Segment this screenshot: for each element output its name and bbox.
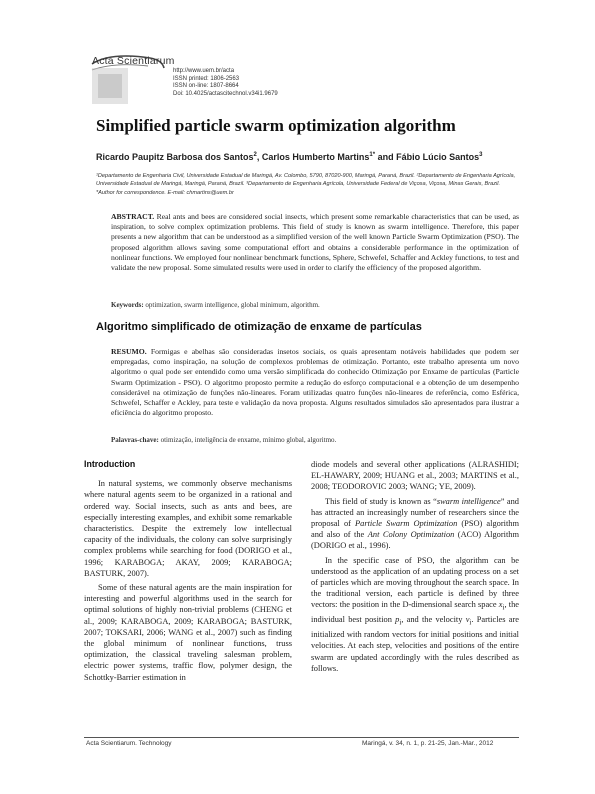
paragraph: In the specific case of PSO, the algorithm can be understood as the application of an updating process on a set of particles which are moving throughout the search space. In the traditional version, each particle is defined by three vectors: the position in the D-dimensional search space $x_i$, the individual best position $p_i$, and the velocity $v_i$. Particles are initialized with random vectors for initial positions and initial velocities. At each step, velocities and positions of the entire swarm are updated accordingly with the rules described as follows. [311, 555, 519, 673]
doi: Doi: 10.4025/actascitechnol.v34i1.9679 [173, 90, 278, 97]
section-heading-introduction: Introduction [84, 459, 136, 469]
journal-info [173, 68, 278, 98]
paragraph: diode models and several other applications (ALRASHIDI; EL-HAWARY, 2009; HUANG et al., 2003; MARTINS et al., 2008; TEODOROVIC 2003; WANG; YE, 2009). [311, 460, 519, 492]
author-name: Carlos Humberto Martins [261, 152, 370, 162]
math-sub: i [469, 618, 472, 627]
palavras-text: otimização, inteligência de enxame, mínimo global, algoritmo. [160, 436, 337, 444]
footer-journal: Acta Scientiarum. Technology [86, 740, 172, 747]
abstract-label: ABSTRACT. [111, 212, 155, 221]
math-var: v [465, 615, 470, 625]
term-emphasis: Ant Colony Optimization [367, 530, 455, 540]
math-sub: i [399, 618, 402, 627]
footer-divider [84, 737, 519, 738]
author-list [96, 152, 482, 162]
author-separator: , [256, 152, 262, 162]
abstract [111, 212, 519, 273]
term-emphasis: Particle Swarm Optimization [355, 519, 458, 529]
affiliations: ¹Departamento de Engenharia Civil, Universidade Estadual de Maringá, Av. Colombo, 5790, 87020-900, Maringá, Paraná, Brazil. ²Departamento de Engenharia Agrícola, Universidade Estadual de Maringá, Maringá, Paraná, Brazil. ³Departamento de Engenharia Agrícola, Universidade Federal de Viçosa, Viçosa, Minas Gerais, Brazil. *Author for correspondence. E-mail: chmartins@uem.br [96, 173, 516, 196]
title-portuguese: Algoritmo simplificado de otimização de enxame de partículas [96, 321, 422, 333]
left-column [84, 459, 292, 683]
author-name: Ricardo Paupitz Barbosa dos Santos [96, 152, 254, 162]
math-sub: i [502, 604, 505, 613]
paragraph: In natural systems, we commonly observe mechanisms where natural agents seem to be organized in a rational and ordered way. Social insects, such as ants and bees, are especially interesting examples, and exhibit some remarkable characteristics. Despite the extremely low intellectual capacity of the individuals, the colony can solve surprisingly complex problems while searching for food (DORIGO et al., 1996; KARABOGA; AKAY, 2009; KARABOGA; BASTURK, 2007). [84, 479, 292, 578]
issn-online: ISSN on-line: 1807-8664 [173, 83, 239, 90]
resumo [111, 347, 519, 418]
issn-printed: ISSN printed: 1806-2563 [173, 75, 240, 82]
author-sup: 2 [253, 152, 257, 158]
keywords-label: Keywords: [111, 301, 144, 309]
resumo-text: Formigas e abelhas são consideradas insetos sociais, os quais apresentam notáveis habilidades que podem ser empregadas, como inspiração, na solução de complexos problemas de otimização. Portanto, este trabalho apresenta um novo algoritmo o qual pode ser entendido como uma versão simplificada do conhecido Otimização por Enxame de partículas (Particle Swarm Optimization - PSO). O algoritmo proposto permite a redução do esforço computacional e a obtenção de um desempenho considerável na otimização de funções não-lineares. Foram utilizadas quatro funções não-lineares de referência, como Esférica, Schwefel, Schaffer e Ackley, para teste e validação da nova proposta. Alguns resultados simulados são apresentados para ilustrar a eficiência do algoritmo proposto. [111, 347, 519, 418]
author-sup: 3 [479, 152, 483, 158]
resumo-label: RESUMO. [111, 347, 147, 356]
paragraph: Some of these natural agents are the main inspiration for interesting and powerful algorithms used in the search for optimal solutions of highly non-trivial problems (CHENG et al., 2009; KARABOGA, 2009; KARABOGA; BASTURK, 2007; TOKSARI, 2006; WANG et al., 2007) such as finding the global minimum of nonlinear functions, truss optimization, the classical traveling salesman problem, electric power systems, traffic flow, polymer design, the Schottky-Barrier estimation in [84, 583, 292, 682]
journal-logo-text: Acta Scientiarum [92, 55, 175, 67]
paragraph: This field of study is known as “swarm intelligence” and has attracted an increasingly number of researchers since the proposal of Particle Swarm Optimization (PSO) algorithm and also of the Ant Colony Optimization (ACO) Algorithm (DORIGO et al., 1996). [311, 496, 519, 551]
footer-citation: Maringá, v. 34, n. 1, p. 21-25, Jan.-Mar., 2012 [362, 740, 494, 747]
palavras-chave [111, 436, 519, 444]
journal-url[interactable]: http://www.uem.br/acta [173, 68, 235, 74]
author-sup: 1* [369, 152, 376, 158]
math-var: p [395, 615, 400, 625]
paper-title: Simplified particle swarm optimization algorithm [96, 116, 456, 135]
keywords-text: optimization, swarm intelligence, global minimum, algorithm. [145, 301, 320, 309]
author-separator: and [375, 152, 397, 162]
term-emphasis: swarm intelligence [436, 496, 501, 506]
palavras-label: Palavras-chave: [111, 436, 159, 444]
keywords [111, 301, 519, 309]
abstract-text: Real ants and bees are considered social insects, which present some remarkable characteristics that can be used, as inspiration, to solve complex optimization problems. This field of study is known as swarm intelligence. Therefore, this paper presents a new algorithm that can be understood as a simplified version of the well known Particle Swarm Optimization (PSO). The proposed algorithm allows saving some computational effort and obtains a considerable performance in the optimization of nonlinear functions. We employed four nonlinear benchmark functions, Sphere, Schwefel, Schaffer and Ackley functions, to test and validate the new proposal. Some simulated results were used in order to clarify the efficiency of the proposed algorithm. [111, 212, 519, 273]
author-name: Fábio Lúcio Santos [396, 152, 480, 162]
math-var: x [498, 600, 503, 610]
right-column [311, 459, 519, 674]
